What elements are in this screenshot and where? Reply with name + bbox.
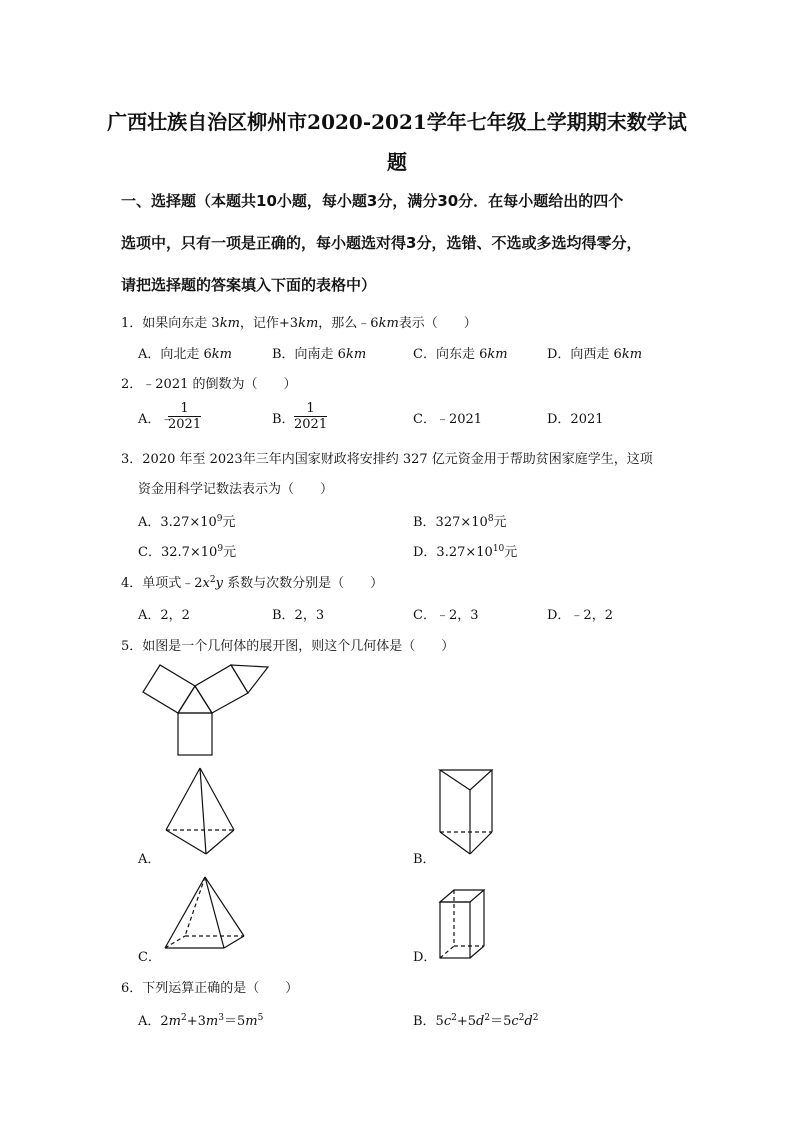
paper-title-line2: 题 (387, 150, 407, 174)
question-2-option-c[interactable]: C．﹣2021 (413, 412, 483, 427)
question-2-stem: 2．﹣2021 的倒数为（ ） (121, 377, 297, 392)
section-header-line1: 一、选择题（本题共10小题，每小题3分，满分30分．在每小题给出的四个 (121, 192, 624, 210)
triangular-pyramid-figure (160, 766, 240, 858)
question-5-option-b-label[interactable]: B． (413, 852, 436, 867)
question-5-option-c-label[interactable]: C． (138, 950, 161, 965)
triangular-prism-figure (436, 766, 498, 860)
question-4-stem: 4．单项式$﹣2x^2y$ 系数与次数分别是（ ） (121, 575, 384, 591)
square-pyramid-figure (158, 874, 248, 954)
question-6-stem: 6．下列运算正确的是（ ） (121, 981, 299, 996)
question-6-option-b[interactable]: B．$5c^2+5d^2=5c^2d^2$ (413, 1013, 539, 1029)
question-4-option-b[interactable]: B．2，3 (272, 608, 325, 623)
net-right-rectangle (195, 665, 248, 713)
cuboid-figure (436, 886, 490, 962)
question-4-option-c[interactable]: C．﹣2，3 (413, 608, 479, 623)
question-2-option-b-label[interactable]: B． (272, 412, 295, 427)
question-5-option-d-label[interactable]: D． (413, 950, 437, 965)
question-3-option-c[interactable]: C．$32.7\times 10^9$元 (138, 544, 237, 560)
question-1-option-b[interactable]: B．向南走 6km (272, 347, 367, 362)
question-2-option-b-fraction: $\frac{1}{2021}$ (294, 401, 328, 432)
question-5-option-a-label[interactable]: A． (138, 852, 161, 867)
question-1-option-d[interactable]: D．向西走 6km (547, 347, 643, 362)
question-3-stem-line2: 资金用科学记数法表示为（ ） (138, 482, 334, 497)
section-header-line3: 请把选择题的答案填入下面的表格中） (121, 276, 377, 294)
question-1-option-a[interactable]: A．向北走 6km (138, 347, 233, 362)
question-1-option-c[interactable]: C．向东走 6km (413, 347, 508, 362)
section-header-line2: 选项中，只有一项是正确的，每小题选对得3分，选错、不选或多选均得零分， (121, 234, 642, 252)
question-6-option-a[interactable]: A．$2m^2+3m^3=5m^5$ (138, 1013, 264, 1029)
question-3-option-a[interactable]: A．$3.27\times 10^9$元 (138, 514, 236, 530)
paper-title-line1: 广西壮族自治区柳州市2020-2021学年七年级上学期期末数学试 (107, 110, 687, 134)
question-1-stem: 1．如果向东走 3km，记作+3km，那么﹣6km表示（ ） (121, 316, 477, 331)
question-2-option-d[interactable]: D．2021 (547, 412, 604, 427)
question-3-option-b[interactable]: B．$327\times 10^8$元 (413, 514, 507, 530)
prism-net-figure (138, 660, 273, 760)
question-2-option-a-fraction: $\frac{1}{2021}$ (168, 401, 202, 432)
question-3-option-d[interactable]: D．$3.27\times 10^{10}$元 (413, 544, 518, 560)
net-center-triangle (178, 686, 212, 713)
question-5-stem: 5．如图是一个几何体的展开图，则这个几何体是（ ） (121, 639, 455, 654)
net-left-rectangle (143, 665, 195, 713)
question-4-option-d[interactable]: D．﹣2，2 (547, 608, 613, 623)
net-end-triangle (231, 665, 268, 693)
net-bottom-rectangle (178, 713, 212, 755)
question-2-option-a-label[interactable]: A．﹣ (138, 412, 174, 427)
question-3-stem-line1: 3．2020 年至 2023年三年内国家财政将安排约 327 亿元资金用于帮助贫困家庭学生，这项 (121, 452, 653, 467)
question-4-option-a[interactable]: A．2，2 (138, 608, 190, 623)
